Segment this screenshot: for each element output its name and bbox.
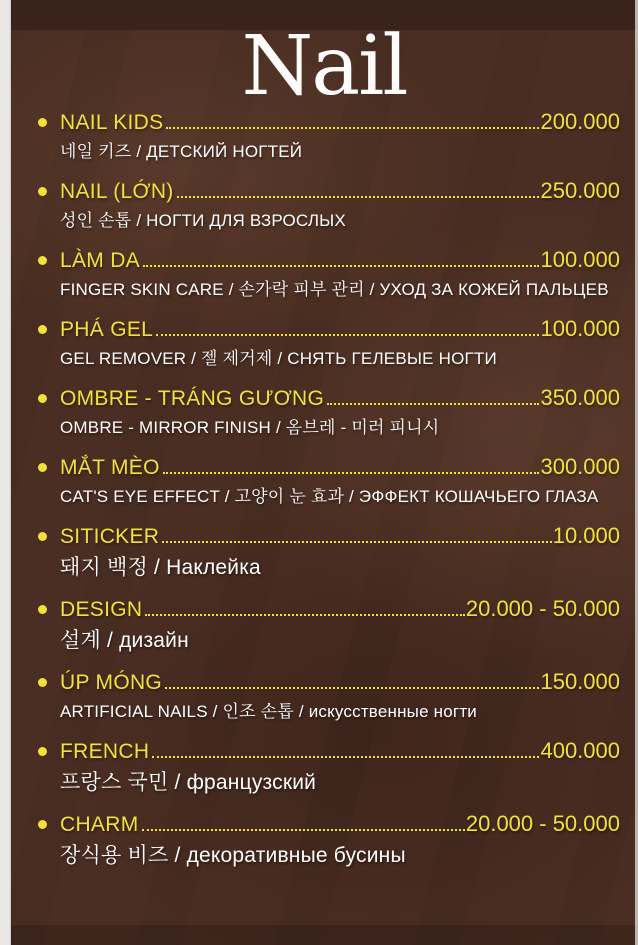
bullet-icon	[38, 118, 47, 127]
dot-leader	[166, 127, 539, 129]
bullet-icon	[38, 325, 47, 334]
item-name: PHÁ GEL	[60, 318, 154, 341]
item-price: 100.000	[540, 247, 620, 272]
item-name: NAIL (LỚN)	[60, 180, 174, 203]
bullet-icon	[38, 256, 47, 265]
menu-list	[10, 108, 638, 870]
menu-item	[38, 810, 620, 870]
item-name: CHARM	[60, 813, 139, 836]
item-subtitle: 네일 키즈 / ДЕТСКИЙ НОГТЕЙ	[60, 142, 303, 161]
item-name: SITICKER	[60, 525, 160, 548]
bottom-band	[10, 925, 638, 945]
dot-leader	[143, 265, 539, 267]
item-subtitle: 돼지 백정 / Наклейка	[60, 556, 261, 579]
bullet-icon	[38, 463, 47, 472]
item-name: MẮT MÈO	[60, 456, 160, 479]
bullet-icon	[38, 532, 47, 541]
menu-item	[38, 108, 620, 164]
item-price: 10.000	[552, 523, 620, 548]
menu-item	[38, 737, 620, 797]
item-name: FRENCH	[60, 740, 150, 763]
item-title-row	[38, 522, 620, 550]
dot-leader	[152, 756, 539, 758]
item-subtitle: 프랑스 국민 / французский	[60, 771, 317, 794]
item-subtitle: 성인 손톱 / НОГТИ ДЛЯ ВЗРОСЛЫХ	[60, 211, 346, 230]
bullet-icon	[38, 820, 47, 829]
item-subtitle: 설계 / дизайн	[60, 629, 189, 652]
bullet-icon	[38, 678, 47, 687]
menu-item	[38, 595, 620, 655]
menu-item	[38, 177, 620, 233]
item-price: 100.000	[540, 316, 620, 341]
item-subtitle: CAT'S EYE EFFECT / 고양이 눈 효과 / ЭФФЕКТ КОШАЧЬЕГО ГЛАЗА	[60, 487, 599, 506]
dot-leader	[163, 472, 540, 474]
item-price: 20.000 - 50.000	[465, 811, 620, 836]
item-subtitle: GEL REMOVER / 젤 제거제 / СНЯТЬ ГЕЛЕВЫЕ НОГТИ	[60, 349, 497, 368]
page-left-edge	[0, 0, 11, 945]
dot-leader	[156, 334, 539, 336]
item-title-row	[38, 737, 620, 765]
dot-leader	[165, 687, 539, 689]
menu-item	[38, 246, 620, 302]
menu-item	[38, 384, 620, 440]
item-subtitle: FINGER SKIN CARE / 손가락 피부 관리 / УХОД ЗА КОЖЕЙ ПАЛЬЦЕВ	[60, 280, 609, 299]
bullet-icon	[38, 187, 47, 196]
item-title-row	[38, 246, 620, 274]
bullet-icon	[38, 747, 47, 756]
item-subtitle: 장식용 비즈 / декоративные бусины	[60, 844, 406, 867]
menu-item	[38, 453, 620, 509]
item-price: 350.000	[540, 385, 620, 410]
bullet-icon	[38, 605, 47, 614]
item-price: 250.000	[540, 178, 620, 203]
item-price: 150.000	[540, 669, 620, 694]
item-title-row	[38, 453, 620, 481]
dot-leader	[142, 829, 465, 831]
bullet-icon	[38, 394, 47, 403]
item-price: 200.000	[540, 109, 620, 134]
item-name: ÚP MÓNG	[60, 671, 163, 694]
item-name: NAIL KIDS	[60, 111, 164, 134]
item-price: 20.000 - 50.000	[465, 596, 620, 621]
item-name: OMBRE - TRÁNG GƯƠNG	[60, 387, 325, 410]
item-price: 300.000	[540, 454, 620, 479]
item-title-row	[38, 668, 620, 696]
dot-leader	[327, 403, 539, 405]
item-title-row	[38, 595, 620, 623]
page-title: Nail	[241, 19, 407, 114]
menu-item	[38, 315, 620, 371]
item-title-row	[38, 177, 620, 205]
dot-leader	[145, 614, 465, 616]
item-name: DESIGN	[60, 598, 143, 621]
item-title-row	[38, 315, 620, 343]
item-price: 400.000	[540, 738, 620, 763]
item-name: LÀM DA	[60, 249, 140, 272]
dot-leader	[177, 196, 540, 198]
item-title-row	[38, 384, 620, 412]
item-subtitle: OMBRE - MIRROR FINISH / 옴브레 - 미러 피니시	[60, 418, 440, 437]
menu-item	[38, 522, 620, 582]
dot-leader	[162, 541, 551, 543]
menu-item	[38, 668, 620, 724]
item-title-row	[38, 810, 620, 838]
item-subtitle: ARTIFICIAL NAILS / 인조 손톱 / искусственные ногти	[60, 702, 478, 721]
